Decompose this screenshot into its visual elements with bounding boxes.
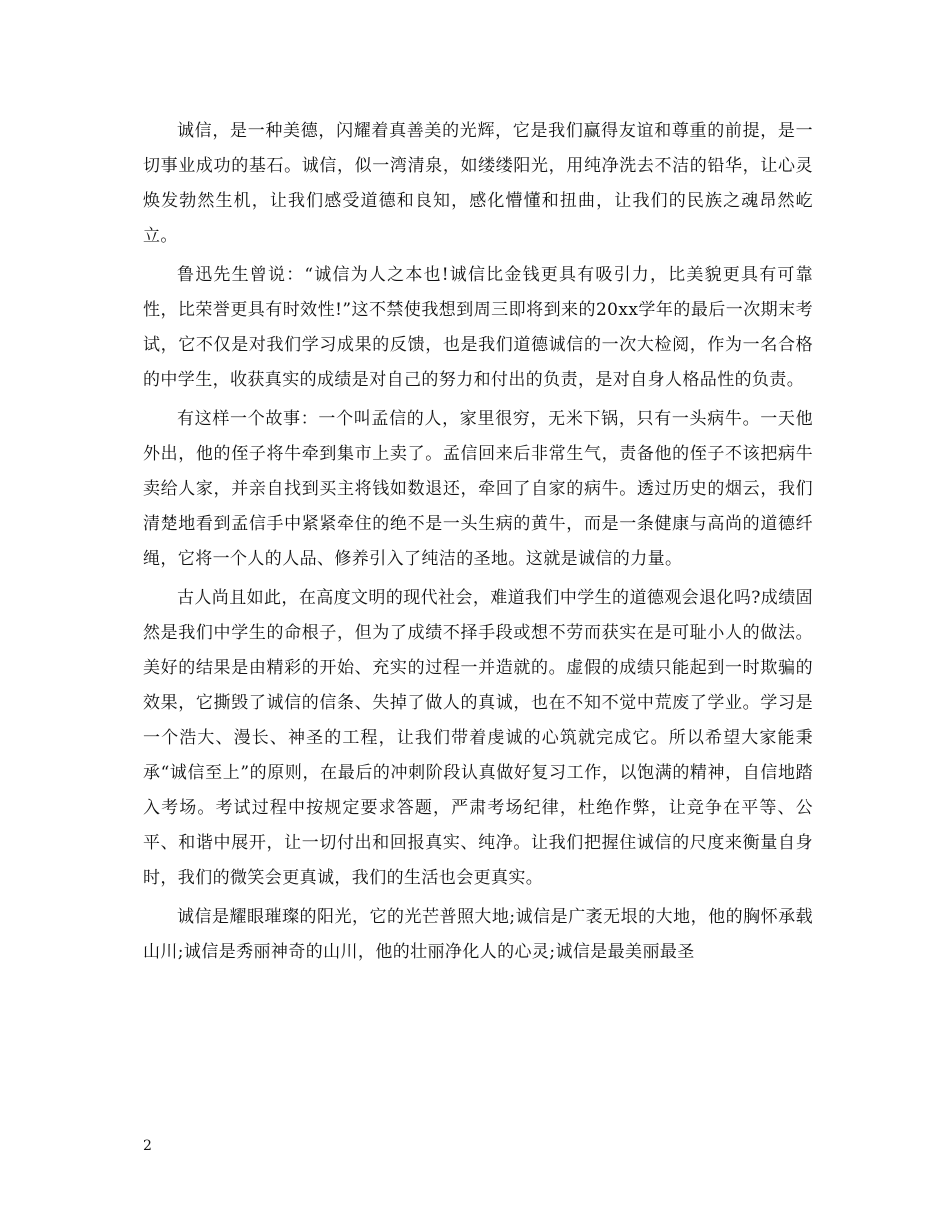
paragraph-1: 诚信，是一种美德，闪耀着真善美的光辉，它是我们赢得友谊和尊重的前提，是一切事业成功的基石。诚信，似一湾清泉，如缕缕阳光，用纯净洗去不洁的铅华，让心灵焕发勃然生机，让我们感受道德和良知，感化懵懂和扭曲，让我们的民族之魂昂然屹立。 xyxy=(143,121,813,246)
paragraph-3: 有这样一个故事：一个叫孟信的人，家里很穷，无米下锅，只有一头病牛。一天他外出，他的侄子将牛牵到集市上卖了。孟信回来后非常生气，责备他的侄子不该把病牛卖给人家，并亲自找到买主将钱如数退还，牵回了自家的病牛。透过历史的烟云，我们清楚地看到孟信手中紧紧牵住的绝不是一头生病的黄牛，而是一条健康与高尚的道德纤绳，它将一个人的人品、修养引入了纯洁的圣地。这就是诚信的力量。 xyxy=(143,409,813,569)
body-text xyxy=(143,114,813,974)
paragraph-4: 古人尚且如此，在高度文明的现代社会，难道我们中学生的道德观会退化吗?成绩固然是我们中学生的命根子，但为了成绩不择手段或想不劳而获实在是可耻小人的做法。美好的结果是由精彩的开始、充实的过程一并造就的。虚假的成绩只能起到一时欺骗的效果，它撕毁了诚信的信条、失掉了做人的真诚，也在不知不觉中荒废了学业。学习是一个浩大、漫长、神圣的工程，让我们带着虔诚的心筑就完成它。所以希望大家能秉承“诚信至上”的原则，在最后的冲刺阶段认真做好复习工作，以饱满的精神，自信地踏入考场。考试过程中按规定要求答题，严肃考场纪律，杜绝作弊，让竞争在平等、公平、和谐中展开，让一切付出和回报真实、纯净。让我们把握住诚信的尺度来衡量自身时，我们的微笑会更真诚，我们的生活也会更真实。 xyxy=(143,588,813,888)
paragraph-5: 诚信是耀眼璀璨的阳光，它的光芒普照大地;诚信是广袤无垠的大地，他的胸怀承载山川;诚信是秀丽神奇的山川，他的壮丽净化人的心灵;诚信是最美丽最圣 xyxy=(143,907,813,962)
paragraph-2: 鲁迅先生曾说：“诚信为人之本也!诚信比金钱更具有吸引力，比美貌更具有可靠性，比荣誉更具有时效性!”这不禁使我想到周三即将到来的20xx学年的最后一次期末考试，它不仅是对我们学习成果的反馈，也是我们道德诚信的一次大检阅，作为一名合格的中学生，收获真实的成绩是对自己的努力和付出的负责，是对自身人格品性的负责。 xyxy=(143,265,813,390)
page-number: 2 xyxy=(143,1138,152,1154)
